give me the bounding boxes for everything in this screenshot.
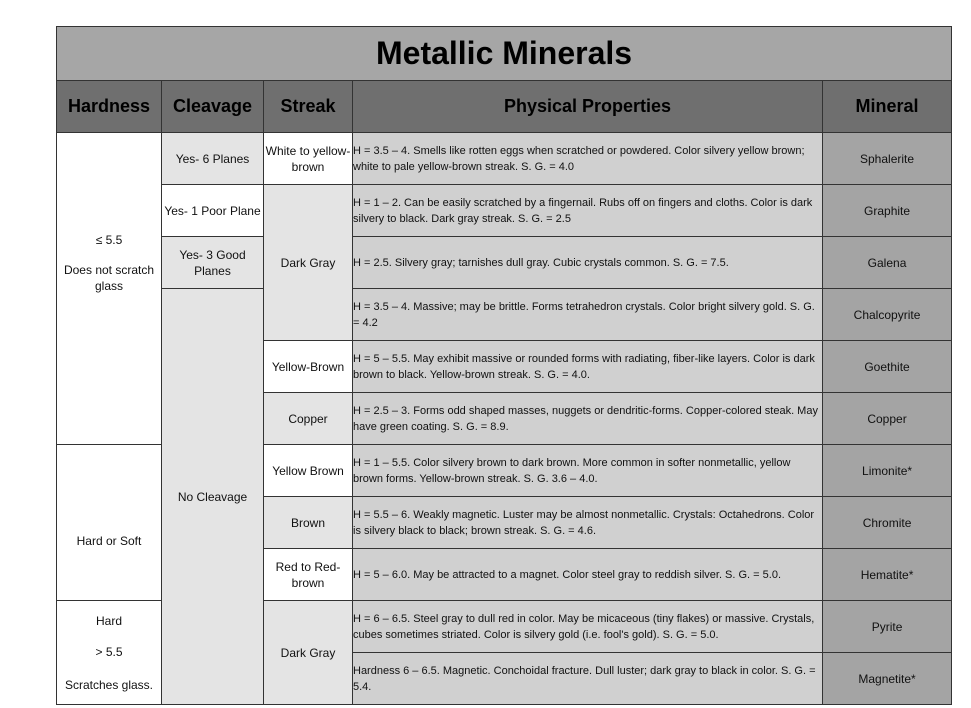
properties-cell: H = 6 – 6.5. Steel gray to dull red in color. May be micaceous (tiny flakes) or massive. Crystals, cubes sometimes striated. Color is silvery gold (i.e. fool's gold). S. G. = 5.0.	[353, 601, 823, 653]
streak-cell: Brown	[264, 497, 353, 549]
mineral-cell: Galena	[823, 237, 952, 289]
cleavage-cell: No Cleavage	[162, 289, 264, 705]
streak-cell: Yellow Brown	[264, 445, 353, 497]
properties-cell: H = 2.5. Silvery gray; tarnishes dull gray. Cubic crystals common. S. G. = 7.5.	[353, 237, 823, 289]
table-row	[57, 185, 952, 237]
hardness-soft-value: ≤ 5.5	[95, 232, 123, 247]
hardness-either-tail	[57, 549, 162, 601]
properties-cell: H = 1 – 2. Can be easily scratched by a fingernail. Rubs off on fingers and cloths. Color is dark silvery to black. Dark gray streak. S. G. = 2.5	[353, 185, 823, 237]
hardness-hard-cell	[57, 601, 162, 705]
hardness-soft-note: Does not scratch glass	[63, 262, 155, 293]
properties-cell: H = 3.5 – 4. Smells like rotten eggs when scratched or powdered. Color silvery yellow brown; white to pale yellow-brown streak. S. G. = 4.0	[353, 133, 823, 185]
metallic-minerals-table	[56, 26, 952, 705]
mineral-cell: Magnetite*	[823, 653, 952, 705]
header-properties: Physical Properties	[353, 81, 823, 133]
header-cleavage: Cleavage	[162, 81, 264, 133]
mineral-cell: Chalcopyrite	[823, 289, 952, 341]
mineral-cell: Hematite*	[823, 549, 952, 601]
properties-cell: H = 3.5 – 4. Massive; may be brittle. Forms tetrahedron crystals. Color bright silvery gold. S. G. = 4.2	[353, 289, 823, 341]
streak-cell: Yellow-Brown	[264, 341, 353, 393]
mineral-cell: Graphite	[823, 185, 952, 237]
table-title: Metallic Minerals	[57, 27, 952, 81]
cleavage-cell: Yes- 3 Good Planes	[162, 237, 264, 289]
streak-cell: Copper	[264, 393, 353, 445]
properties-cell: H = 5.5 – 6. Weakly magnetic. Luster may be almost nonmetallic. Crystals: Octahedrons. Color is silvery black to black; brown streak. S. G. = 4.6.	[353, 497, 823, 549]
table-row	[57, 133, 952, 185]
properties-cell: Hardness 6 – 6.5. Magnetic. Conchoidal fracture. Dull luster; dark gray to black in color. S. G. = 5.4.	[353, 653, 823, 705]
header-hardness: Hardness	[57, 81, 162, 133]
mineral-cell: Copper	[823, 393, 952, 445]
streak-cell: Dark Gray	[264, 185, 353, 341]
cleavage-cell: Yes- 1 Poor Plane	[162, 185, 264, 237]
hardness-hard-value: > 5.5	[95, 644, 123, 659]
mineral-cell: Goethite	[823, 341, 952, 393]
streak-cell: White to yellow-brown	[264, 133, 353, 185]
streak-cell: Red to Red-brown	[264, 549, 353, 601]
hardness-soft-cell	[57, 133, 162, 393]
table-row	[57, 289, 952, 341]
header-mineral: Mineral	[823, 81, 952, 133]
cleavage-cell: Yes- 6 Planes	[162, 133, 264, 185]
table-row	[57, 237, 952, 289]
properties-cell: H = 5 – 6.0. May be attracted to a magnet. Color steel gray to reddish silver. S. G. = 5.0.	[353, 549, 823, 601]
properties-cell: H = 5 – 5.5. May exhibit massive or rounded forms with radiating, fiber-like layers. Color is dark brown to black. Yellow-brown streak. S. G. = 4.0.	[353, 341, 823, 393]
hardness-soft-tail	[57, 393, 162, 445]
mineral-cell: Pyrite	[823, 601, 952, 653]
mineral-cell: Chromite	[823, 497, 952, 549]
hardness-hard-note: Scratches glass.	[64, 677, 154, 692]
mineral-cell: Sphalerite	[823, 133, 952, 185]
properties-cell: H = 2.5 – 3. Forms odd shaped masses, nuggets or dendritic-forms. Copper-colored steak. May have green coating. S. G. = 8.9.	[353, 393, 823, 445]
hardness-either-cell: Hard or Soft	[57, 445, 162, 549]
streak-cell: Dark Gray	[264, 601, 353, 705]
mineral-cell: Limonite*	[823, 445, 952, 497]
properties-cell: H = 1 – 5.5. Color silvery brown to dark brown. More common in softer nonmetallic, yellow brown forms. Yellow-brown streak. S. G. 3.6 – 4.0.	[353, 445, 823, 497]
header-streak: Streak	[264, 81, 353, 133]
hardness-hard-label: Hard	[95, 613, 122, 628]
